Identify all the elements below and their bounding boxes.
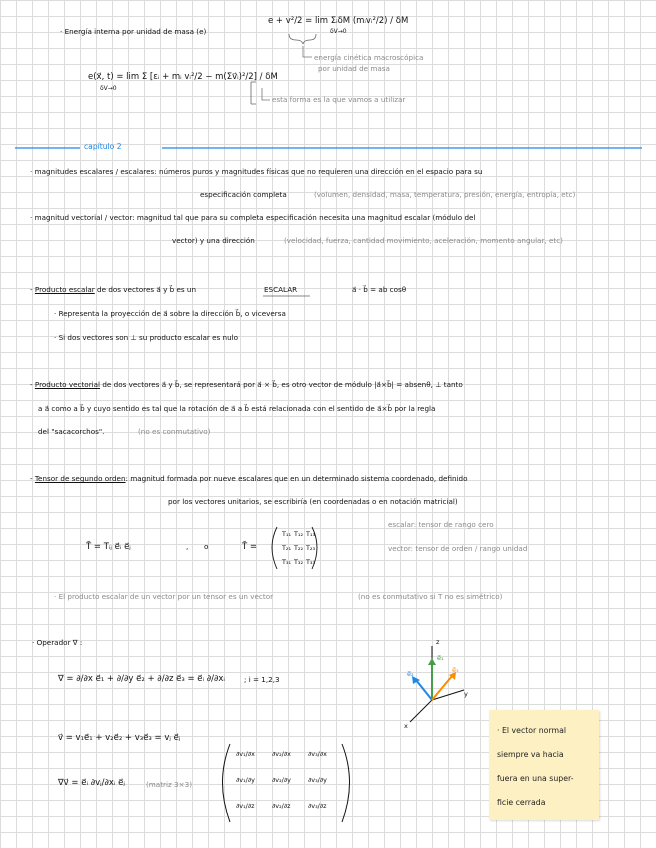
- grad-matrix-left: [223, 744, 231, 822]
- grad-m12: ∂v₂/∂x: [272, 750, 291, 758]
- tensor-side-vector: vector: tensor de orden / rango unidad: [388, 544, 528, 553]
- tensor-t32: T₃₂: [294, 558, 304, 566]
- scalars-examples: (volumen, densidad, masa, temperatura, presión, energía, entropía, etc): [314, 190, 576, 199]
- tensor-side-scalar: escalar: tensor de rango cero: [388, 520, 494, 529]
- x-axis: [410, 700, 432, 722]
- scalars-line-1: · magnitudes escalares / escalares: números puros y magnitudes físicas que no requieren una dirección en el espacio para su: [30, 167, 483, 176]
- energy-limit-2: δV→0: [100, 85, 117, 92]
- nabla-index-range: ; i = 1,2,3: [244, 675, 280, 684]
- grad-m33: ∂v₃/∂z: [308, 802, 327, 810]
- grad-m11: ∂v₁/∂x: [236, 750, 255, 758]
- vectors-examples: (velocidad, fuerza, cantidad movimiento, aceleración, momento angular, etc): [284, 236, 563, 245]
- cross-title: Producto vectorial: [34, 380, 101, 389]
- cross-desc: de dos vectores a⃗ y b⃗, se representará por a⃗ × b⃗, es otro vector de módulo |a⃗×b⃗| = absenθ, ⊥ tanto: [102, 380, 463, 389]
- grad-m23: ∂v₃/∂y: [308, 776, 327, 784]
- dot-title: Producto escalar: [34, 285, 95, 294]
- grad-matrix-right: [342, 744, 350, 822]
- e2-label: e⃗₂: [407, 670, 414, 678]
- note-arrow-1: [303, 46, 312, 57]
- dot-formula: a⃗ · b⃗ = ab cosθ: [352, 285, 407, 294]
- vectors-line-2: vector) y una dirección: [172, 236, 255, 245]
- gradient-matrix-note: (matriz 3×3): [146, 780, 193, 789]
- tensor-t12: T₁₂: [294, 530, 304, 538]
- tensor-line-1: - Tensor de segundo orden: magnitud formada por nueve escalares que en un determinado sistema coordenado, definido: [30, 474, 468, 483]
- tensor-t33: T₃₃: [306, 558, 316, 566]
- velocity-gradient: ∇v⃗ = e⃗ᵢ ∂vⱼ/∂xᵢ e⃗ⱼ: [58, 778, 125, 788]
- scalars-line-2: especificación completa: [200, 190, 287, 199]
- nabla-definition: ∇ = ∂/∂x e⃗₁ + ∂/∂y e⃗₂ + ∂/∂z e⃗₃ = e⃗ᵢ ∂/∂xᵢ: [58, 674, 225, 684]
- tensor-product: · El producto escalar de un vector por un tensor es un vector: [54, 592, 274, 601]
- tensor-title: Tensor de segundo orden: [34, 474, 126, 483]
- energy-formula-1: e + v²/2 = lim ΣᵢδM (mᵢvᵢ²/2) / δM: [268, 16, 409, 26]
- brace-kinetic: [289, 34, 316, 44]
- dot-desc: de dos vectores a⃗ y b⃗ es un: [97, 285, 197, 294]
- axis-x-label: x: [404, 722, 408, 730]
- sticky-line-1: · El vector normal: [497, 726, 567, 735]
- note-arrow-2: [262, 88, 270, 100]
- grad-m13: ∂v₃/∂x: [308, 750, 327, 758]
- axis-y-label: y: [464, 690, 468, 698]
- energy-formula-2: e(x⃗, t) = lim Σ [εᵢ + mᵢ vᵢ²/2 − m(Σv⃗ᵢ)²/2] / δM: [88, 72, 278, 82]
- tensor-t21: T₂₁: [282, 544, 292, 552]
- tensor-product-note: (no es conmutativo si T no es simétrico): [358, 592, 503, 601]
- axis-z-label: z: [436, 638, 440, 646]
- kinetic-note-1: energía cinética macroscópica: [314, 53, 424, 62]
- cross-not-commutative: (no es conmutativo): [138, 427, 211, 436]
- cross-line-1: - Producto vectorial de dos vectores a⃗ y b⃗, se representará por a⃗ × b⃗, es otro vector de módulo |a⃗×b⃗| = absenθ, ⊥ tanto: [30, 380, 463, 389]
- grad-m32: ∂v₂/∂z: [272, 802, 291, 810]
- tensor-matrix-left: [272, 527, 277, 569]
- tensor-t31: T₃₁: [282, 558, 292, 566]
- e2-arrow: [416, 680, 432, 700]
- sticky-line-4: ficie cerrada: [497, 798, 546, 807]
- cross-line-2: a a⃗ como a b⃗ y cuyo sentido es tal que la rotación de a⃗ a b⃗ está relacionada con el sentido de a⃗×b⃗ por la regla: [38, 404, 436, 413]
- kinetic-note-2: por unidad de masa: [318, 64, 390, 73]
- vectors-line-1: · magnitud vectorial / vector: magnitud tal que para su completa especificación necesita una magnitud escalar (módulo del: [30, 213, 476, 222]
- dot-escalar: ESCALAR: [264, 285, 298, 294]
- grad-m21: ∂v₁/∂y: [236, 776, 255, 784]
- e1-label: e⃗₁: [437, 654, 444, 662]
- dot-bullet-1: · Representa la proyección de a⃗ sobre la dirección b⃗, o viceversa: [54, 309, 286, 318]
- sticky-note: [489, 710, 599, 820]
- tensor-t23: T₂₃: [306, 544, 316, 552]
- dot-bullet-2: · Si dos vectores son ⊥ su producto escalar es nulo: [54, 333, 239, 342]
- e1-head: [428, 658, 436, 665]
- dot-title-row: - Producto escalar de dos vectores a⃗ y b⃗ es un: [30, 285, 197, 294]
- cross-line-3: del "sacacorchos".: [38, 427, 105, 436]
- grad-m22: ∂v₂/∂y: [272, 776, 291, 784]
- sticky-line-3: fuera en una super-: [497, 774, 574, 783]
- grad-m31: ∂v₁/∂z: [236, 802, 255, 810]
- energy-label: · Energía interna por unidad de masa (e): [60, 27, 207, 36]
- tensor-eq-right: T̄ =: [242, 542, 258, 552]
- form-note: esta forma es la que vamos a utilizar: [272, 95, 406, 104]
- tensor-line-2: por los vectores unitarios, se escribiría (en coordenadas o en notación matricial): [168, 497, 458, 506]
- chapter-heading: capítulo 2: [84, 142, 122, 151]
- bracket-formula: [251, 82, 256, 104]
- e3-label: e⃗₃: [452, 666, 459, 674]
- tensor-desc: : magnitud formada por nueve escalares que en un determinado sistema coordenado, definido: [125, 474, 468, 483]
- sticky-line-2: siempre va hacia: [497, 750, 564, 759]
- tensor-t13: T₁₃: [306, 530, 316, 538]
- tensor-comma: ,: [186, 542, 189, 551]
- tensor-eq-left: T̄ = Tᵢⱼ e⃗ᵢ e⃗ⱼ: [86, 542, 131, 552]
- tensor-t11: T₁₁: [282, 530, 292, 538]
- tensor-or: o: [204, 542, 209, 551]
- tensor-t22: T₂₂: [294, 544, 304, 552]
- energy-limit-1: δV→0: [330, 28, 347, 35]
- operator-title: · Operador ∇ :: [32, 638, 83, 647]
- velocity-vector: v⃗ = v₁e⃗₁ + v₂e⃗₂ + v₃e⃗₃ = vⱼ e⃗ⱼ: [58, 733, 181, 743]
